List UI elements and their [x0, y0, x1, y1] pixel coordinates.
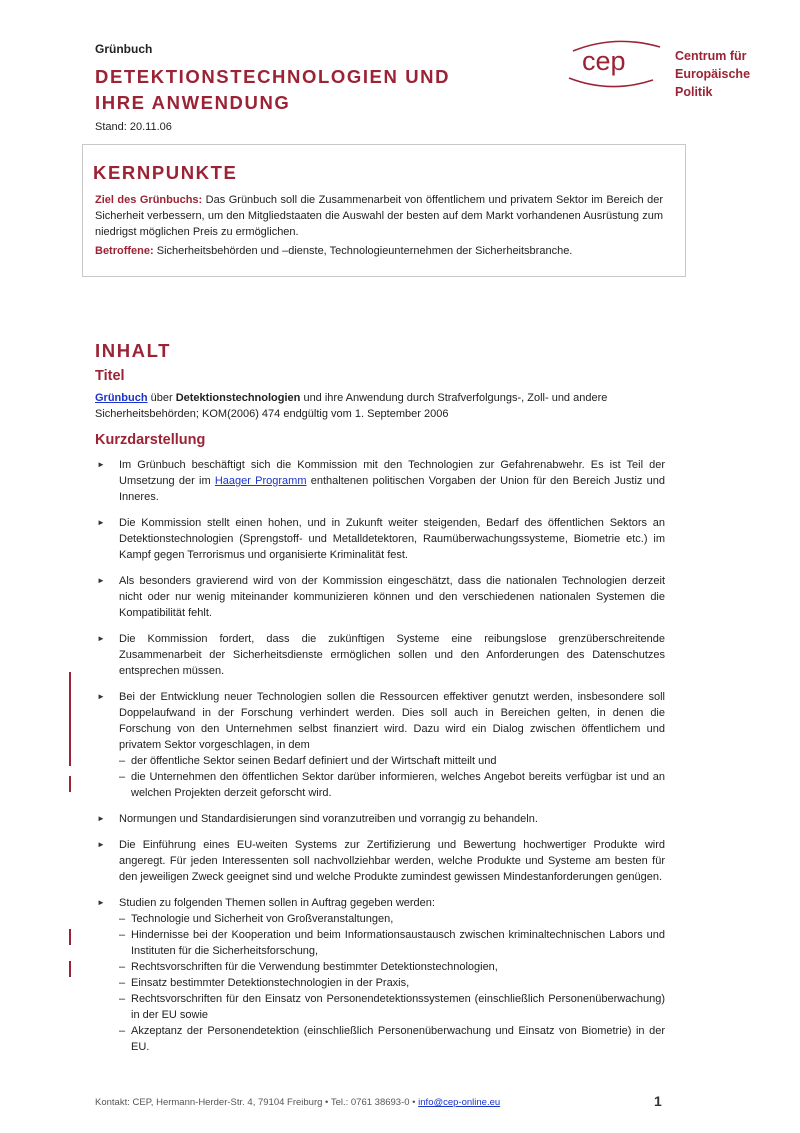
sub-list: [119, 753, 665, 801]
bullet-text: Die Einführung eines EU-weiten Systems zur Zertifizierung und Bewertung hochwertiger Produkte wird angeregt. Für jeden Interessenten soll nachvollziehbar werden, welche Produkte und Systeme am besten für den jeweiligen Zweck geeignet sind und welche Produkte zumindest gewissen Mindestanforderungen genügen.: [119, 839, 665, 883]
footer-contact: [95, 1097, 500, 1108]
sub-list-item: [119, 991, 665, 1023]
bullet-arrow-icon: ►: [97, 840, 105, 849]
sub-item-text: die Unternehmen den öffentlichen Sektor darüber informieren, welches Angebot bereits verfügbar ist und an welchen Projekten derzeit geforscht wird.: [131, 771, 665, 799]
bullet-text: Bei der Entwicklung neuer Technologien sollen die Ressourcen effektiver genutzt werden, insbesondere soll Doppelaufwand in der Forschung verhindert werden. Dies soll auch in Bereichen gelten, in denen die Forschung von den Unternehmen selbst finanziert wird. Dazu wird ein Dialog zwischen öffentlichem und privatem Sektor vorgeschlagen, in dem: [119, 691, 665, 751]
dash-icon: –: [119, 771, 126, 783]
sub-list-item: [119, 927, 665, 959]
list-item: [95, 515, 665, 563]
sub-list-item: [119, 975, 665, 991]
title-line-2: IHRE ANWENDUNG: [95, 92, 291, 113]
status-date: Stand: 20.11.06: [95, 121, 172, 133]
summary-subheading: Kurzdarstellung: [95, 432, 206, 448]
list-item: [95, 631, 665, 679]
sub-item-text: Hindernisse bei der Kooperation und beim Informationsaustausch zwischen kriminaltechnischen Labors und Instituten für die Sicherheitsforschung,: [131, 929, 665, 957]
title-mid: über: [147, 392, 176, 404]
org-line-1: Centrum für: [675, 49, 747, 63]
list-item: [95, 689, 665, 801]
list-item: [95, 895, 665, 1055]
title-subheading: Titel: [95, 368, 125, 384]
sub-item-text: Akzeptanz der Personendetektion (einschließlich Personenüberwachung und Einsatz von Biometrie) in der EU.: [131, 1025, 665, 1053]
email-link[interactable]: info@cep-online.eu: [418, 1097, 501, 1108]
sub-item-text: Rechtsvorschriften für den Einsatz von Personendetektionssystemen (einschließlich Personenüberwachung) in der EU sowie: [131, 993, 665, 1021]
list-item: [95, 457, 665, 505]
sub-list-item: [119, 1023, 665, 1055]
sub-item-text: Einsatz bestimmter Detektionstechnologien in der Praxis,: [131, 977, 410, 989]
bullet-arrow-icon: ►: [97, 814, 105, 823]
organization-name: [675, 47, 750, 101]
list-item: [95, 811, 665, 827]
content-heading: INHALT: [95, 340, 172, 361]
dash-icon: –: [119, 1025, 126, 1037]
org-line-2: Europäische: [675, 67, 751, 81]
bullet-arrow-icon: ►: [97, 576, 105, 585]
bullet-text: Im Grünbuch beschäftigt sich die Kommission mit den Technologien zur Gefahrenabwehr. Es ist Teil der Umsetzung der im: [119, 459, 665, 487]
document-type-label: Grünbuch: [95, 42, 153, 56]
affected-label: Betroffene:: [95, 245, 154, 257]
sub-item-text: Technologie und Sicherheit von Großveranstaltungen,: [131, 913, 394, 925]
change-bar: [69, 961, 71, 977]
change-bar: [69, 672, 71, 766]
bullet-arrow-icon: ►: [97, 692, 105, 701]
title-rest: und ihre Anwendung durch Strafverfolgungs-, Zoll- und andere Sicherheitsbehörden; KOM(2006) 474 endgültig vom 1. September 2006: [95, 392, 608, 420]
dash-icon: –: [119, 993, 126, 1005]
key-points-title: KERNPUNKTE: [93, 162, 238, 183]
dash-icon: –: [119, 755, 126, 767]
title-line-1: DETEKTIONSTECHNOLOGIEN UND: [95, 66, 451, 87]
haager-programm-link[interactable]: Haager Programm: [214, 475, 307, 487]
sub-list-item: [119, 769, 665, 801]
cep-logo-text: cep: [582, 46, 626, 76]
sub-list-item: [119, 911, 665, 927]
list-item: [95, 573, 665, 621]
change-bar: [69, 929, 71, 945]
dash-icon: –: [119, 913, 126, 925]
bullet-text: Normungen und Standardisierungen sind voranzutreiben und vorrangig zu behandeln.: [119, 813, 538, 825]
bullet-arrow-icon: ►: [97, 898, 105, 907]
bullet-arrow-icon: ►: [97, 518, 105, 527]
page-number: 1: [654, 1093, 662, 1109]
bullet-text: Studien zu folgenden Themen sollen in Auftrag gegeben werden:: [119, 897, 435, 909]
bullet-text: Die Kommission fordert, dass die zukünftigen Systeme eine reibungslose grenzüberschreitende Zusammenarbeit der Sicherheitsdienste ermöglichen sollen und den Anforderungen des Datenschutzes entsprechen müssen.: [119, 633, 665, 677]
bullet-text-continued: enthaltenen politischen Vorgaben der Union für den Bereich Justiz und Inneres.: [119, 475, 665, 503]
org-line-3: Politik: [675, 85, 713, 99]
affected-text: Sicherheitsbehörden und –dienste, Technologieunternehmen der Sicherheitsbranche.: [153, 245, 573, 257]
goal-paragraph: [95, 192, 663, 240]
dash-icon: –: [119, 961, 126, 973]
sub-list-item: [119, 959, 665, 975]
bullet-text: Als besonders gravierend wird von der Kommission eingeschätzt, dass die nationalen Technologien derzeit nicht oder nur wenig miteinander kommunizieren können und den verschiedenen nationalen Systemen die Kompatibilität fehlt.: [119, 575, 665, 619]
gruenbuch-link[interactable]: Grünbuch: [95, 392, 148, 404]
goal-label: Ziel des Grünbuchs:: [95, 194, 203, 206]
sub-list-item: [119, 753, 665, 769]
sub-list: [119, 911, 665, 1055]
contact-text: Kontakt: CEP, Hermann-Herder-Str. 4, 79104 Freiburg • Tel.: 0761 38693-0 •: [95, 1097, 419, 1108]
bullet-arrow-icon: ►: [97, 634, 105, 643]
cep-logo: [565, 38, 665, 88]
sub-item-text: der öffentliche Sektor seinen Bedarf definiert und der Wirtschaft mitteilt und: [131, 755, 497, 767]
goal-text: Das Grünbuch soll die Zusammenarbeit von öffentlichem und privatem Sektor im Bereich der Sicherheit verbessern, um den Mitgliedstaaten die Auswahl der besten auf dem Markt vorhandenen Ausrüstung zum niedrigst möglichen Preis zu ermöglichen.: [95, 194, 663, 238]
dash-icon: –: [119, 977, 126, 989]
title-paragraph: [95, 390, 665, 422]
bullet-text: Die Kommission stellt einen hohen, und in Zukunft weiter steigenden, Bedarf des öffentlichen Sektors an Detektionstechnologien (Sprengstoff- und Metalldetektoren, Raumüberwachungssysteme, Biometrie etc.) im Kampf gegen Terrorismus und organisierte Kriminalität fest.: [119, 517, 665, 561]
document-title: [95, 64, 450, 116]
bullet-arrow-icon: ►: [97, 460, 105, 469]
affected-paragraph: [95, 243, 663, 259]
title-bold-term: Detektionstechnologien: [175, 392, 301, 404]
change-bar: [69, 776, 71, 792]
list-item: [95, 837, 665, 885]
dash-icon: –: [119, 929, 126, 941]
sub-item-text: Rechtsvorschriften für die Verwendung bestimmter Detektionstechnologien,: [131, 961, 498, 973]
summary-list: [95, 457, 665, 1065]
